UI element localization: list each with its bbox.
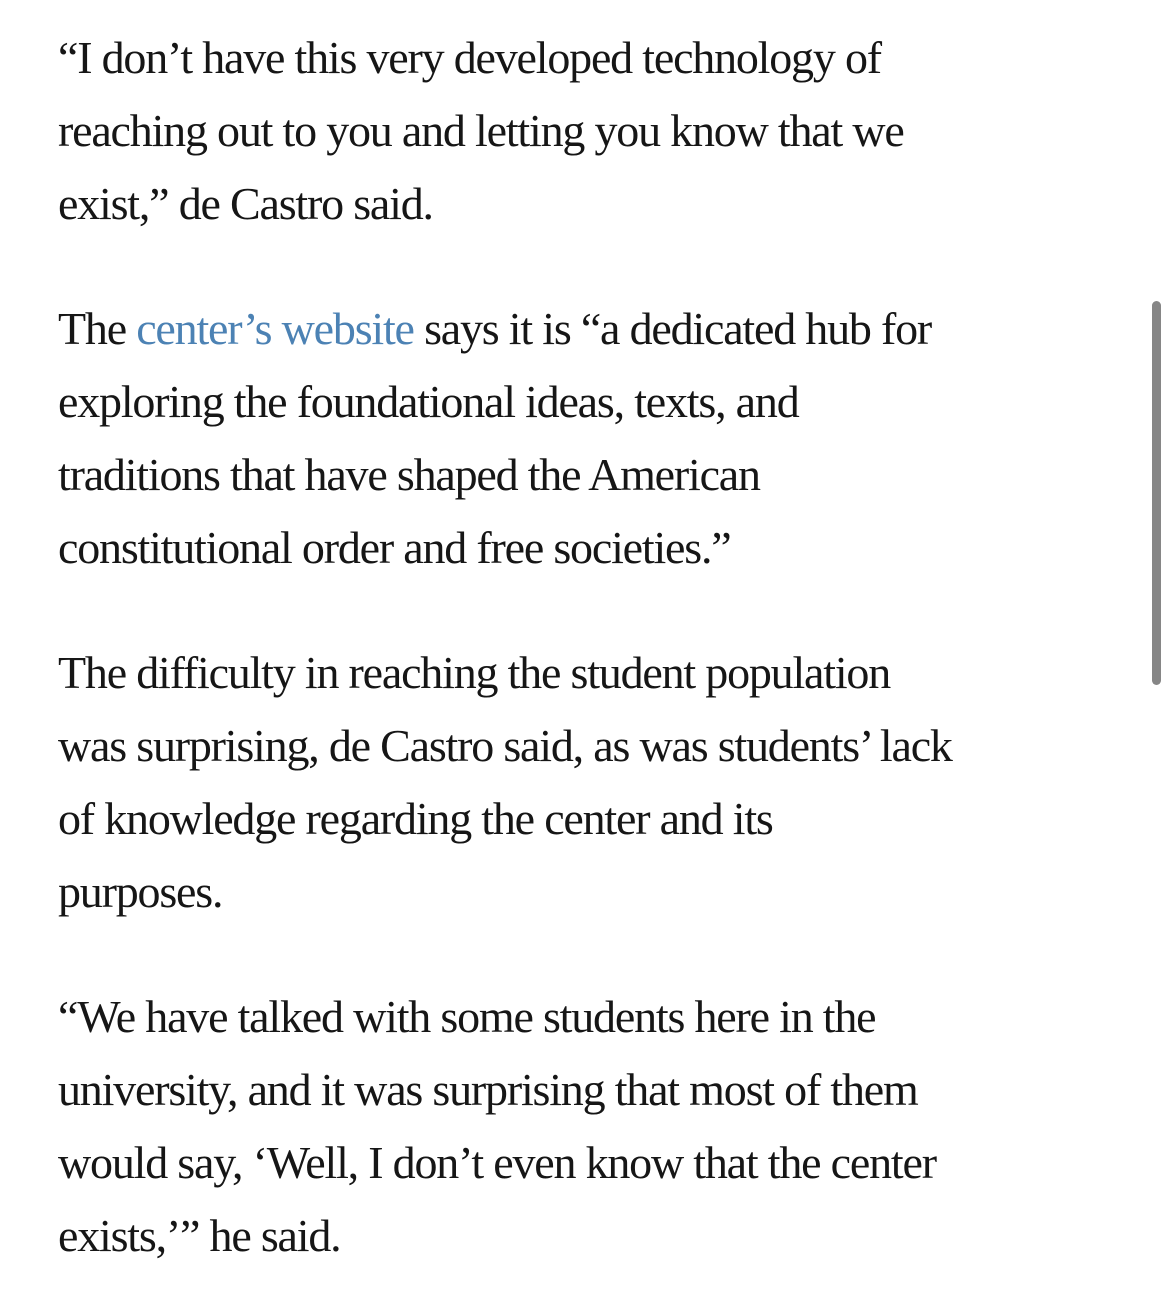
- text-line: [58, 782, 1112, 855]
- text-run: traditions that have shaped the American: [58, 449, 760, 500]
- paragraph: [58, 292, 1112, 584]
- text-line: [58, 1126, 1112, 1199]
- scrollbar-thumb[interactable]: [1152, 301, 1161, 685]
- text-line: [58, 511, 1112, 584]
- text-line: [58, 636, 1112, 709]
- text-run: exists,’” he said.: [58, 1210, 341, 1261]
- text-run: of knowledge regarding the center and its: [58, 793, 773, 844]
- text-line: [58, 167, 1112, 240]
- text-run: exploring the foundational ideas, texts, and: [58, 376, 799, 427]
- text-line: [58, 980, 1112, 1053]
- paragraph: [58, 636, 1112, 928]
- text-run: “I don’t have this very developed technology of: [58, 32, 881, 83]
- text-line: [58, 1053, 1112, 1126]
- text-run: says it is “a dedicated hub for: [413, 303, 932, 354]
- text-line: [58, 292, 1112, 365]
- text-run: reaching out to you and letting you know that we: [58, 105, 904, 156]
- text-line: [58, 365, 1112, 438]
- text-line: [58, 855, 1112, 928]
- text-run: would say, ‘Well, I don’t even know that the center: [58, 1137, 936, 1188]
- text-run: “We have talked with some students here in the: [58, 991, 876, 1042]
- text-line: [58, 1199, 1112, 1272]
- text-line: [58, 94, 1112, 167]
- text-run: was surprising, de Castro said, as was students’ lack: [58, 720, 952, 771]
- text-line: [58, 438, 1112, 511]
- text-line: [58, 709, 1112, 782]
- text-line: [58, 21, 1112, 94]
- centers-website-link[interactable]: center’s website: [136, 303, 414, 354]
- text-run: exist,” de Castro said.: [58, 178, 433, 229]
- text-run: purposes.: [58, 866, 223, 917]
- paragraph: [58, 980, 1112, 1272]
- text-run: university, and it was surprising that most of them: [58, 1064, 918, 1115]
- text-run: constitutional order and free societies.”: [58, 522, 731, 573]
- text-run: The difficulty in reaching the student population: [58, 647, 891, 698]
- text-run: The: [58, 303, 137, 354]
- paragraph: [58, 21, 1112, 240]
